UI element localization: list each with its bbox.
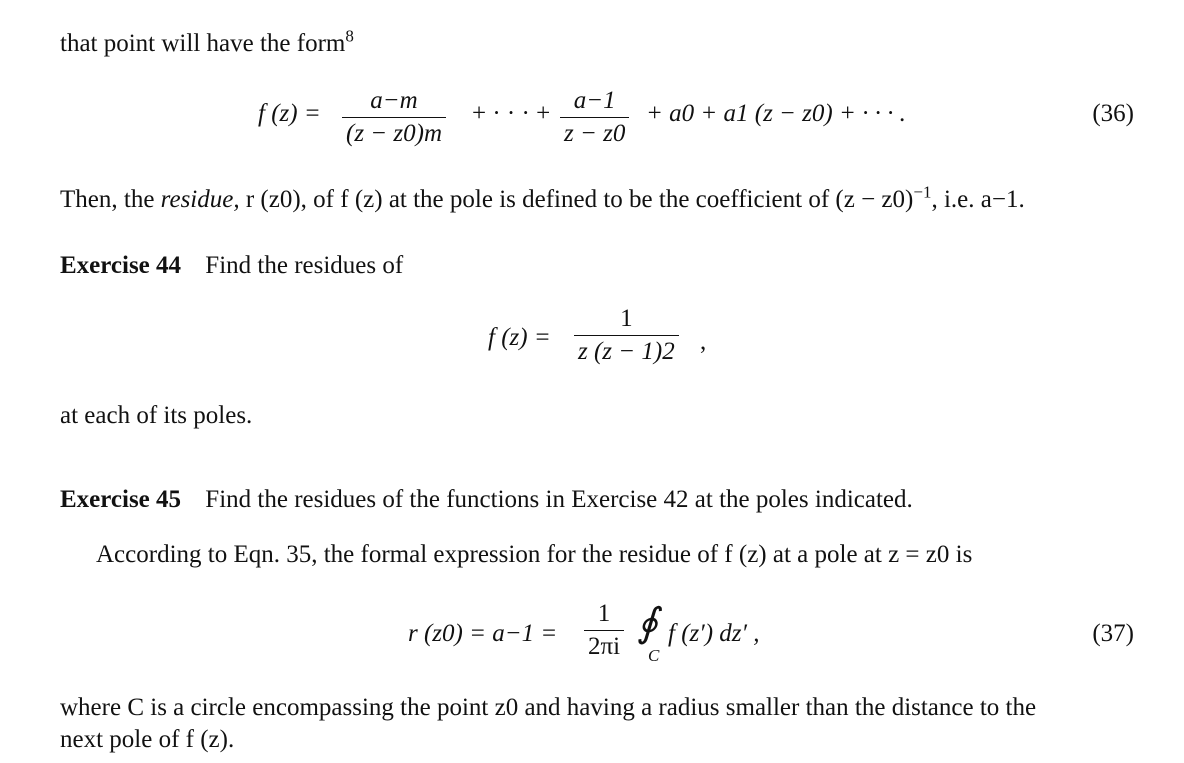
formal-expression-text: According to Eqn. 35, the formal expression for the residue of f (z) at a pole at z = z0 is [96,541,973,568]
exercise-45 [60,486,913,514]
ex44-numerator: 1 [620,305,633,332]
eq37-denominator: 2πi [588,633,621,660]
eq36-rest: + a0 + a1 (z − z0) + · · · . [646,100,906,127]
exercise-44 [60,252,403,280]
intro-line [60,26,354,58]
exercise-44-label: Exercise 44 [60,252,182,279]
eq37-integrand: f (z′) dz′ , [668,620,760,647]
ex44-denominator: z (z − 1)2 [578,338,675,365]
eq36-fraction-1 [342,88,446,146]
eq36-lhs: f (z) = [258,100,321,127]
eq37-fraction [584,601,624,659]
where-line-2: next pole of f (z). [60,726,235,753]
ex44-fraction [574,306,679,364]
fraction-bar [574,335,679,336]
residue-def-part1: Then, the [60,186,161,213]
intro-text: that point will have the form [60,30,346,57]
contour-integral-icon: ∮ [637,600,658,645]
exercise-44-text: Find the residues of [205,252,404,279]
residue-definition [60,182,1025,214]
exercise-45-label: Exercise 45 [60,486,182,513]
eq37-contour-label: C [648,646,660,665]
residue-def-exponent: −1 [913,182,932,202]
fraction-bar [584,630,624,631]
eq37-numerator: 1 [597,600,611,627]
fraction-bar [342,117,446,118]
eq37-lhs: r (z0) = a−1 = [408,620,558,647]
ex44-trailing-comma: , [700,328,707,355]
residue-term: residue, [160,186,240,213]
eq36-number: (36) [1092,100,1134,127]
residue-def-part3: , i.e. a−1. [931,186,1025,213]
ex44-after: at each of its poles. [60,402,253,429]
eq36-frac1-numerator: a−m [370,87,418,114]
eq36-frac2-denominator: z − z0 [564,120,626,147]
residue-def-part2: r (z0), of f (z) at the pole is defined to be the coefficient of (z − z0) [239,186,914,213]
eq36-frac1-denominator: (z − z0)m [346,120,443,147]
exercise-45-text: Find the residues of the functions in Exercise 42 at the poles indicated. [205,486,913,513]
eq36-ellipsis: + · · · + [472,100,551,127]
eq37-number: (37) [1092,620,1134,647]
fraction-bar [560,117,629,118]
ex44-lhs: f (z) = [488,324,551,351]
eq36-frac2-numerator: a−1 [573,87,616,114]
footnote-marker: 8 [345,26,354,46]
where-line-1: where C is a circle encompassing the point z0 and having a radius smaller than the distance to the [60,694,1037,721]
eq36-fraction-2 [560,88,629,146]
